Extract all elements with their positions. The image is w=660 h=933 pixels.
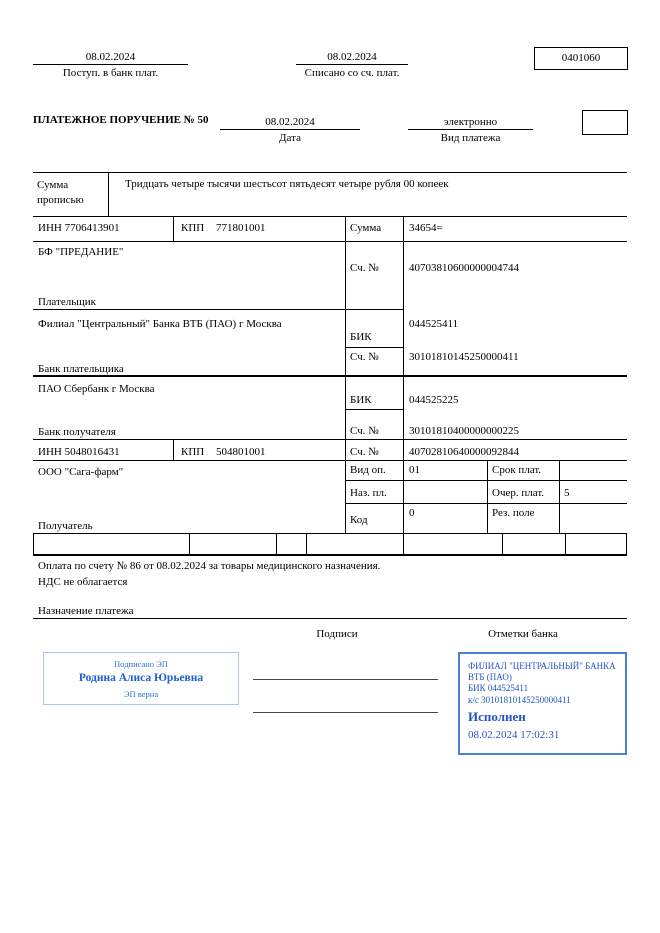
payment-kind-value: электронно bbox=[443, 116, 498, 128]
received-in-bank-label: Поступ. в банк плат. bbox=[62, 67, 159, 79]
esign-stamp bbox=[43, 652, 239, 705]
rule bbox=[345, 503, 627, 504]
form-code: 0401060 bbox=[561, 52, 601, 64]
debited-date: 08.02.2024 bbox=[327, 51, 377, 63]
rule bbox=[220, 129, 360, 130]
beneficiary-section-label: Получатель bbox=[38, 520, 93, 532]
doc-title: ПЛАТЕЖНОЕ ПОРУЧЕНИЕ № 50 bbox=[33, 114, 209, 126]
payer-name: БФ "ПРЕДАНИЕ" bbox=[38, 246, 124, 258]
rule bbox=[565, 533, 566, 554]
rule bbox=[345, 480, 627, 481]
bank-stamp-datetime: 08.02.2024 17:02:31 bbox=[468, 729, 560, 741]
purpose-line1: Оплата по счету № 86 от 08.02.2024 за товары медицинского назначения. bbox=[38, 560, 381, 572]
esign-stamp-line1: Подписано ЭП bbox=[114, 659, 168, 669]
rule bbox=[33, 241, 627, 242]
signatures-label: Подписи bbox=[316, 628, 358, 640]
signature-line-1 bbox=[253, 679, 438, 680]
rule bbox=[33, 618, 627, 619]
code-value: 0 bbox=[409, 507, 415, 519]
beneficiary-account-label: Сч. № bbox=[350, 446, 379, 458]
rule bbox=[296, 64, 408, 65]
received-in-bank-date: 08.02.2024 bbox=[85, 51, 136, 63]
bank-stamp bbox=[458, 652, 627, 755]
rule bbox=[403, 533, 404, 554]
payer-kpp-label: КПП bbox=[181, 222, 205, 234]
debited-label: Списано со сч. плат. bbox=[304, 67, 400, 79]
beneficiary-bank-bik: 044525225 bbox=[409, 394, 459, 406]
op-kind-value: 01 bbox=[409, 464, 420, 476]
rule bbox=[173, 216, 174, 241]
beneficiary-bank-name: ПАО Сбербанк г Москва bbox=[38, 383, 155, 395]
payer-account: 40703810600000004744 bbox=[409, 262, 519, 274]
rule bbox=[33, 533, 34, 554]
rule bbox=[33, 216, 627, 217]
doc-date-label: Дата bbox=[279, 132, 301, 144]
rule bbox=[276, 533, 277, 554]
payer-section-label: Плательщик bbox=[38, 296, 96, 308]
beneficiary-name: ООО "Сага-фарм" bbox=[38, 466, 124, 478]
beneficiary-bank-bik-label: БИК bbox=[350, 394, 372, 406]
rule bbox=[345, 409, 403, 410]
pay-term-label: Срок плат. bbox=[492, 464, 542, 476]
rule bbox=[408, 129, 533, 130]
purpose-code-label: Наз. пл. bbox=[350, 487, 387, 499]
rule bbox=[33, 460, 627, 461]
bank-stamp-line4: к/с 30101810145250000411 bbox=[468, 695, 571, 705]
rule bbox=[33, 439, 627, 440]
amount-value: 34654= bbox=[409, 222, 443, 234]
rule bbox=[502, 533, 503, 554]
rule bbox=[33, 172, 627, 173]
op-kind-label: Вид оп. bbox=[350, 464, 386, 476]
rule bbox=[33, 309, 403, 310]
beneficiary-inn: ИНН 5048016431 bbox=[38, 446, 120, 458]
payer-inn: ИНН 7706413901 bbox=[38, 222, 120, 234]
payer-bank-name: Филиал "Центральный" Банка ВТБ (ПАО) г Москва bbox=[38, 318, 282, 330]
signature-line-2 bbox=[253, 712, 438, 713]
payer-bank-bik-label: БИК bbox=[350, 331, 372, 343]
rule bbox=[108, 172, 109, 216]
doc-date: 08.02.2024 bbox=[265, 116, 315, 128]
bank-stamp-line1: ФИЛИАЛ "ЦЕНТРАЛЬНЫЙ" БАНКА bbox=[468, 661, 616, 671]
amount-label: Сумма bbox=[350, 222, 382, 234]
payment-kind-label: Вид платежа bbox=[440, 132, 501, 144]
code-label: Код bbox=[350, 514, 368, 526]
rule bbox=[173, 439, 174, 460]
payer-bank-bik: 044525411 bbox=[409, 318, 459, 330]
priority-label: Очер. плат. bbox=[492, 487, 545, 499]
esign-stamp-name: Родина Алиса Юрьевна bbox=[78, 672, 204, 684]
rule bbox=[345, 347, 403, 348]
bank-marks-label: Отметки банка bbox=[488, 628, 558, 640]
payer-kpp: 771801001 bbox=[216, 222, 266, 234]
purpose-section-label: Назначение платежа bbox=[38, 605, 134, 617]
rule bbox=[559, 460, 560, 533]
rule bbox=[33, 554, 627, 556]
form-code-box bbox=[534, 47, 628, 70]
rule bbox=[626, 533, 627, 554]
esign-stamp-line3: ЭП верна bbox=[123, 689, 159, 699]
beneficiary-bank-account-label: Сч. № bbox=[350, 425, 379, 437]
beneficiary-bank-account: 30101810400000000225 bbox=[409, 425, 519, 437]
payer-bank-section-label: Банк плательщика bbox=[38, 363, 124, 375]
rule bbox=[33, 64, 188, 65]
bank-stamp-status: Исполнен bbox=[468, 709, 526, 724]
bank-stamp-line2: ВТБ (ПАО) bbox=[468, 672, 512, 682]
rule bbox=[33, 533, 627, 534]
payer-bank-account: 30101810145250000411 bbox=[409, 351, 519, 363]
beneficiary-account: 40702810640000092844 bbox=[409, 446, 519, 458]
rule bbox=[33, 375, 627, 377]
beneficiary-kpp-label: КПП bbox=[181, 446, 205, 458]
amount-words-label: Сумма прописью bbox=[37, 179, 84, 206]
reserve-field-label: Рез. поле bbox=[492, 507, 535, 519]
beneficiary-kpp: 504801001 bbox=[216, 446, 266, 458]
rule bbox=[306, 533, 307, 554]
priority-value: 5 bbox=[564, 487, 570, 499]
amount-words-value: Тридцать четыре тысячи шестьсот пятьдесят четыре рубля 00 копеек bbox=[125, 178, 449, 190]
beneficiary-bank-section-label: Банк получателя bbox=[38, 426, 116, 438]
rule bbox=[487, 460, 488, 533]
bank-stamp-line3: БИК 044525411 bbox=[468, 683, 529, 693]
payer-account-label: Сч. № bbox=[350, 262, 379, 274]
rule bbox=[189, 533, 190, 554]
payer-bank-account-label: Сч. № bbox=[350, 351, 379, 363]
purpose-line2: НДС не облагается bbox=[38, 576, 128, 588]
payment-kind-code-box bbox=[582, 110, 628, 135]
